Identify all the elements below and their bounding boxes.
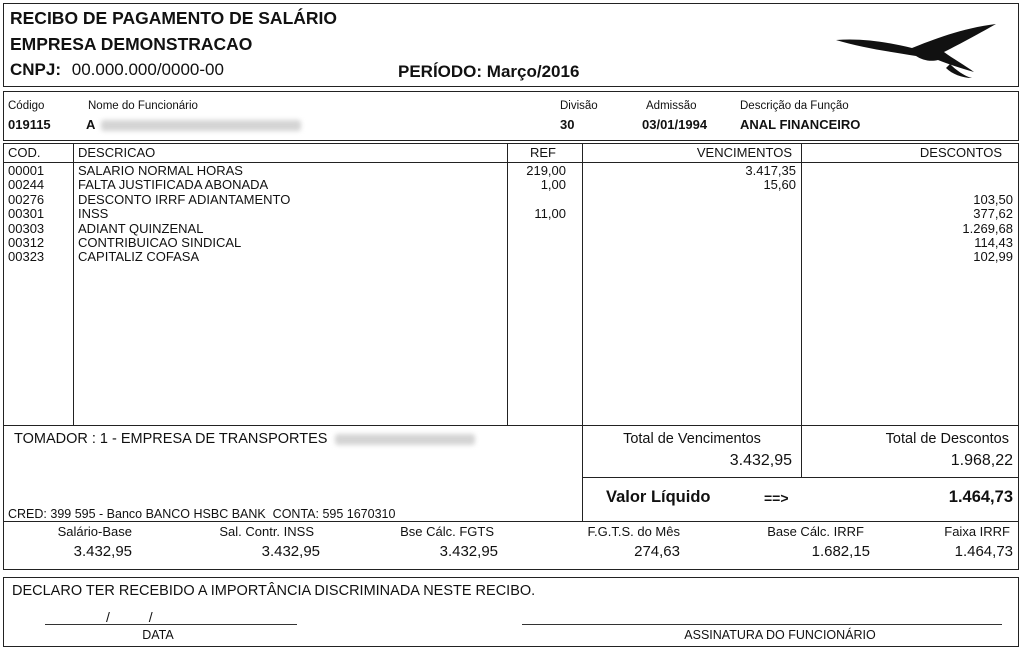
- base-irrf-label: Base Cálc. IRRF: [767, 524, 864, 539]
- list-item: [510, 250, 566, 264]
- list-item: 00312: [8, 234, 45, 250]
- company-name: EMPRESA DEMONSTRACAO: [10, 34, 253, 54]
- base-inss-value: 3.432,95: [261, 543, 320, 560]
- list-item: 3.417,35: [745, 163, 796, 178]
- col-desc: [78, 164, 498, 265]
- col-descontos: [810, 164, 1013, 265]
- signature-label: ASSINATURA DO FUNCIONÁRIO: [684, 628, 876, 642]
- function-value: ANAL FINANCEIRO: [740, 117, 861, 132]
- base-fgts-label: Bse Cálc. FGTS: [400, 524, 494, 539]
- base-inss-label: Sal. Contr. INSS: [219, 524, 314, 539]
- name-value: [86, 117, 301, 132]
- list-item: [510, 236, 566, 250]
- division-value: 30: [560, 117, 575, 132]
- total-desc-label: Total de Descontos: [885, 431, 1009, 447]
- period: [398, 62, 579, 82]
- list-item: 11,00: [534, 206, 566, 222]
- tomador: [14, 431, 475, 447]
- cnpj-label: CNPJ:: [10, 60, 62, 79]
- receipt-title: RECIBO DE PAGAMENTO DE SALÁRIO: [10, 8, 338, 28]
- base-fgts-value: 3.432,95: [439, 543, 498, 560]
- list-item: [510, 193, 566, 207]
- redacted-name: [101, 120, 301, 131]
- name-label: Nome do Funcionário: [88, 100, 198, 112]
- list-item: 377,62: [973, 206, 1013, 222]
- list-item: [600, 236, 796, 250]
- list-item: DESCONTO IRRF ADIANTAMENTO: [78, 191, 291, 207]
- date-slashes: / /: [106, 609, 153, 625]
- liquido-arrow: ==>: [764, 490, 789, 506]
- list-item: ADIANT QUINZENAL: [78, 220, 204, 236]
- code-label: Código: [8, 100, 45, 112]
- code-value: 019115: [8, 117, 51, 132]
- list-item: [600, 250, 796, 264]
- redacted-company: [335, 434, 475, 445]
- fgts-mes-label: F.G.T.S. do Mês: [587, 524, 680, 539]
- cred-info: CRED: 399 595 - Banco BANCO HSBC BANK CONTA: 595 1670310: [8, 507, 396, 521]
- list-item: [600, 222, 796, 236]
- list-item: [810, 178, 1013, 192]
- list-item: [600, 207, 796, 221]
- admission-value: 03/01/1994: [642, 117, 708, 132]
- list-item: [810, 164, 1013, 178]
- total-venc-value: 3.432,95: [729, 452, 792, 469]
- list-item: 00276: [8, 191, 45, 207]
- cnpj-value: 00.000.000/0000-00: [71, 60, 224, 79]
- cnpj: [10, 60, 224, 80]
- faixa-irrf-value: 1.464,73: [954, 543, 1013, 560]
- fgts-mes-value: 274,63: [634, 543, 680, 560]
- date-label: DATA: [142, 628, 174, 642]
- list-item: 15,60: [763, 177, 796, 193]
- tomador-text: TOMADOR : 1 - EMPRESA DE TRANSPORTES: [14, 431, 328, 447]
- list-item: 1,00: [540, 177, 566, 193]
- bird-icon: [832, 18, 1002, 80]
- total-venc-label: Total de Vencimentos: [623, 431, 761, 447]
- list-item: 114,43: [974, 234, 1013, 250]
- employee-box: [3, 91, 1019, 141]
- employee-name: A: [86, 117, 95, 132]
- header-descontos: DESCONTOS: [919, 145, 1002, 160]
- declaration-text: DECLARO TER RECEBIDO A IMPORTÂNCIA DISCRIMINADA NESTE RECIBO.: [12, 583, 536, 599]
- period-label: PERÍODO:: [398, 62, 483, 81]
- list-item: CAPITALIZ COFASA: [78, 249, 200, 265]
- base-irrf-value: 1.682,15: [811, 543, 870, 560]
- header-venc: VENCIMENTOS: [696, 145, 792, 160]
- list-item: 00323: [8, 249, 45, 265]
- col-ref: [510, 164, 566, 265]
- period-value: Março/2016: [486, 62, 580, 81]
- col-venc: [600, 164, 796, 265]
- liquido-value: 1.464,73: [948, 488, 1013, 506]
- list-item: 00001: [8, 163, 45, 178]
- base-salario-label: Salário-Base: [57, 524, 132, 539]
- list-item: [510, 222, 566, 236]
- faixa-irrf-label: Faixa IRRF: [944, 524, 1010, 539]
- col-cod: [8, 164, 70, 265]
- list-item: 102,99: [973, 249, 1013, 265]
- total-desc-value: 1.968,22: [950, 452, 1013, 469]
- header-desc: DESCRICAO: [78, 145, 156, 160]
- list-item: 1.269,68: [962, 220, 1013, 236]
- list-item: 00303: [8, 220, 45, 236]
- list-item: 00301: [8, 206, 45, 222]
- list-item: 219,00: [526, 163, 566, 178]
- division-label: Divisão: [560, 100, 598, 112]
- function-label: Descrição da Função: [740, 100, 849, 112]
- list-item: CONTRIBUICAO SINDICAL: [78, 234, 242, 250]
- admission-label: Admissão: [646, 100, 697, 112]
- liquido-label: Valor Líquido: [606, 488, 711, 506]
- header-ref: REF: [530, 145, 556, 160]
- list-item: 103,50: [973, 191, 1013, 207]
- list-item: SALARIO NORMAL HORAS: [78, 163, 243, 178]
- list-item: INSS: [78, 206, 109, 222]
- base-salario-value: 3.432,95: [73, 543, 132, 560]
- list-item: FALTA JUSTIFICADA ABONADA: [78, 177, 269, 193]
- header-cod: COD.: [8, 145, 41, 160]
- list-item: 00244: [8, 177, 45, 193]
- list-item: [600, 193, 796, 207]
